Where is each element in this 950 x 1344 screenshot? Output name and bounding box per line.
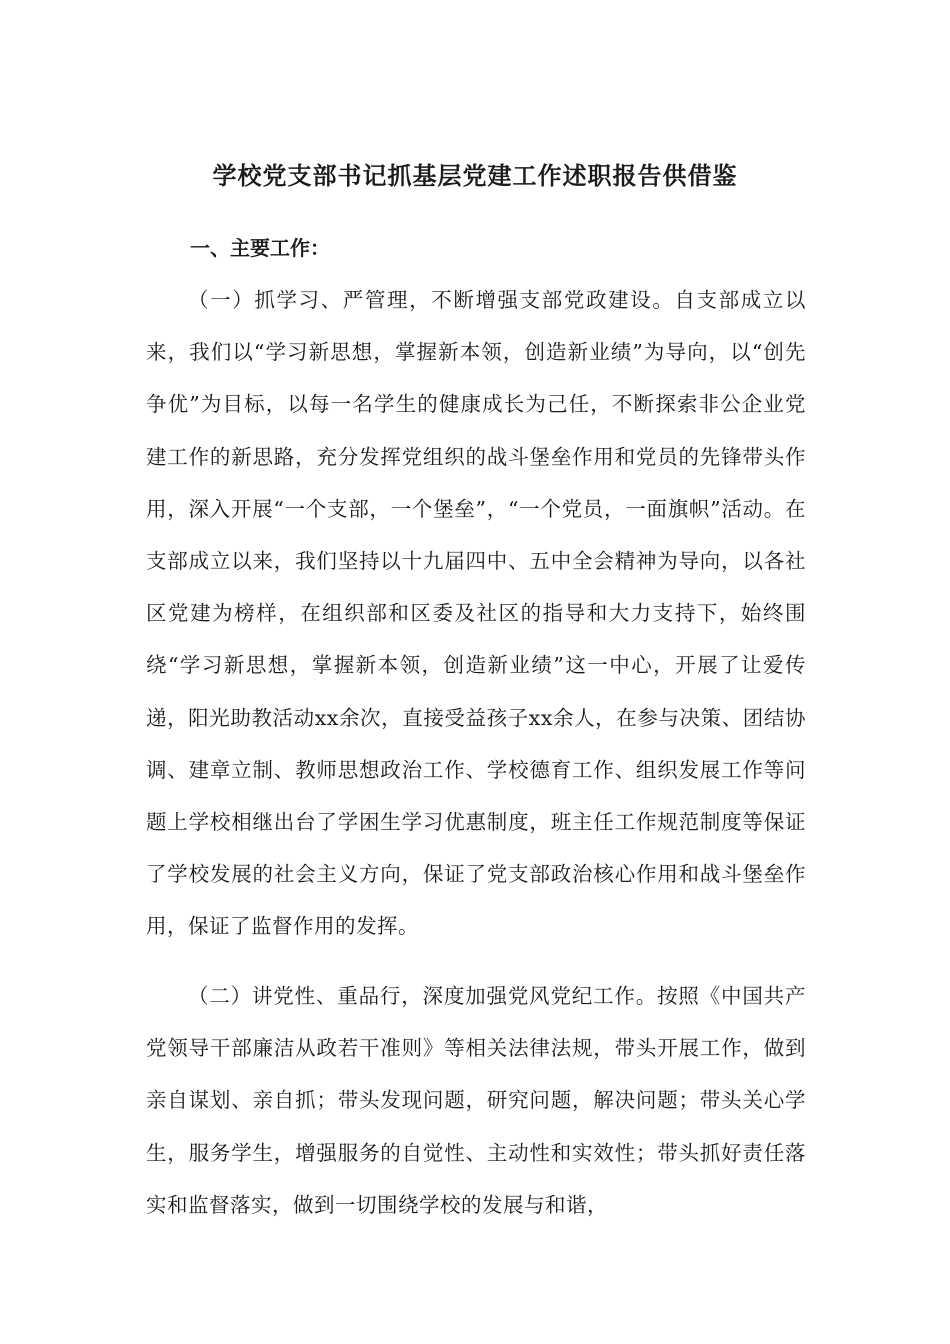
- paragraph-1: （一）抓学习、严管理，不断增强支部党政建设。自支部成立以来，我们以“学习新思想，掌握新本领，创造新业绩”为导向，以“创先争优”为目标，以每一名学生的健康成长为己任，不断探索非公企业党建工作的新思路，充分发挥党组织的战斗堡垒作用和党员的先锋带头作用，深入开展“一个支部，一个堡垒”，“一个党员，一面旗帜”活动。在支部成立以来，我们坚持以十九届四中、五中全会精神为导向，以各社区党建为榜样，在组织部和区委及社区的指导和大力支持下，始终围绕“学习新思想，掌握新本领，创造新业绩”这一中心，开展了让爱传递，阳光助教活动xx余次，直接受益孩子xx余人，在参与决策、团结协调、建章立制、教师思想政治工作、学校德育工作、组织发展工作等问题上学校相继出台了学困生学习优惠制度，班主任工作规范制度等保证了学校发展的社会主义方向，保证了党支部政治核心作用和战斗堡垒作用，保证了监督作用的发挥。: [146, 288, 806, 939]
- document-title: 学校党支部书记抓基层党建工作述职报告供借鉴: [212, 161, 738, 190]
- section-heading: 一、主要工作：: [190, 236, 330, 260]
- paragraph-2: （二）讲党性、重品行，深度加强党风党纪工作。按照《中国共产党领导干部廉洁从政若干准则》等相关法律法规，带头开展工作，做到亲自谋划、亲自抓；带头发现问题，研究问题，解决问题；带头关心学生，服务学生，增强服务的自觉性、主动性和实效性；带头抓好责任落实和监督落实，做到一切围绕学校的发展与和谐，: [146, 984, 806, 1217]
